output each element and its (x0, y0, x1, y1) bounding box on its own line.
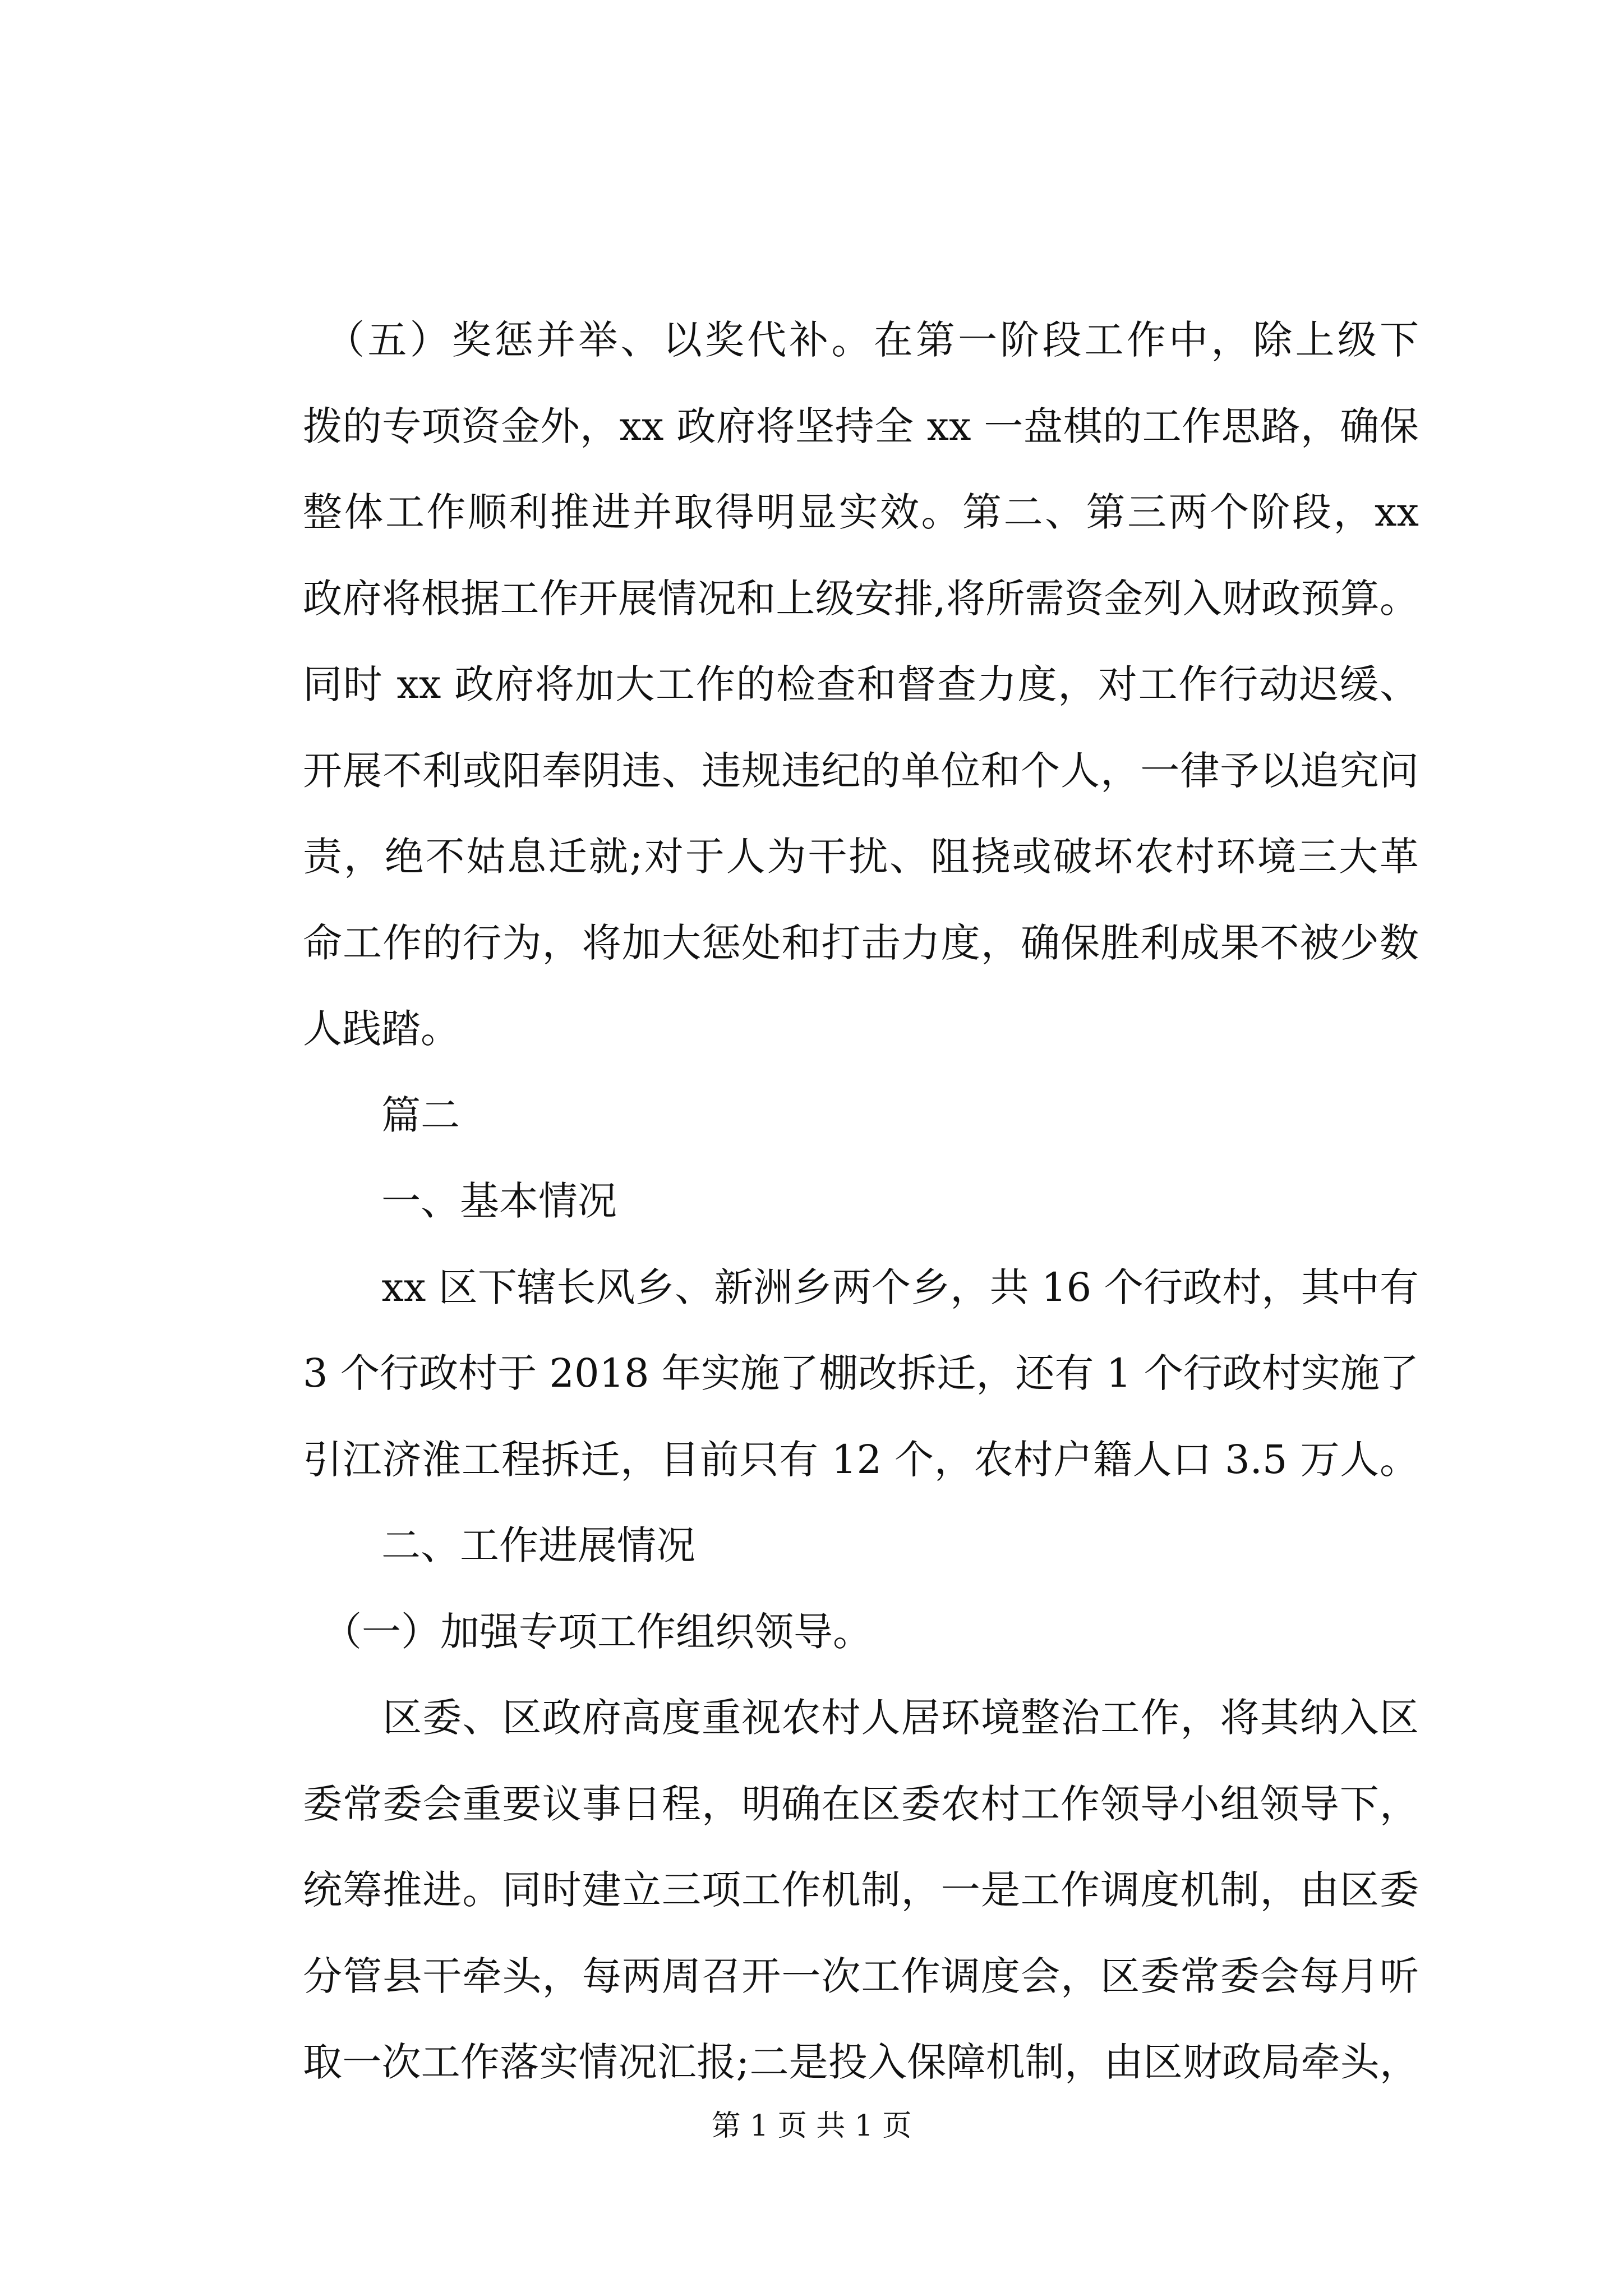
page-footer (0, 2106, 1623, 2146)
body-text (303, 297, 1419, 2106)
text-line: 责，绝不姑息迁就;对于人为干扰、阻挠或破坏农村环境三大革 (303, 834, 1419, 880)
subsection-heading: （一）加强专项工作组织领导。 (303, 1608, 872, 1655)
text-line: 委常委会重要议事日程，明确在区委农村工作领导小组领导下， (303, 1780, 1419, 1827)
section-heading: 一、基本情况 (303, 1178, 617, 1224)
page-number-label: 第 1 页 共 1 页 (711, 2109, 912, 2143)
text-line: 分管县干牵头，每两周召开一次工作调度会，区委常委会每月听 (303, 1953, 1419, 1999)
text-line: 拨的专项资金外，xx 政府将坚持全 xx 一盘棋的工作思路，确保 (303, 403, 1419, 449)
text-line: xx 区下辖长风乡、新洲乡两个乡，共 16 个行政村，其中有 (303, 1264, 1419, 1310)
text-line: 引江济淮工程拆迁，目前只有 12 个，农村户籍人口 3.5 万人。 (303, 1436, 1419, 1483)
text-line: 取一次工作落实情况汇报;二是投入保障机制，由区财政局牵头， (303, 2039, 1419, 2085)
text-line: 政府将根据工作开展情况和上级安排,将所需资金列入财政预算。 (303, 575, 1419, 622)
text-line: 人践踏。 (303, 1006, 460, 1052)
text-line: （五）奖惩并举、以奖代补。在第一阶段工作中，除上级下 (303, 317, 1419, 363)
text-line: 整体工作顺利推进并取得明显实效。第二、第三两个阶段，xx (303, 489, 1419, 535)
text-line: 开展不利或阳奉阴违、违规违纪的单位和个人，一律予以追究问 (303, 747, 1419, 794)
text-line: 3 个行政村于 2018 年实施了棚改拆迁，还有 1 个行政村实施了 (303, 1350, 1419, 1396)
text-line: 区委、区政府高度重视农村人居环境整治工作，将其纳入区 (303, 1695, 1419, 1741)
section-heading: 二、工作进展情况 (303, 1522, 695, 1568)
text-line: 同时 xx 政府将加大工作的检查和督查力度，对工作行动迟缓、 (303, 661, 1419, 707)
text-line: 命工作的行为，将加大惩处和打击力度，确保胜利成果不被少数 (303, 919, 1419, 966)
text-line: 统筹推进。同时建立三项工作机制，一是工作调度机制，由区委 (303, 1867, 1419, 1913)
section-heading: 篇二 (303, 1092, 460, 1138)
